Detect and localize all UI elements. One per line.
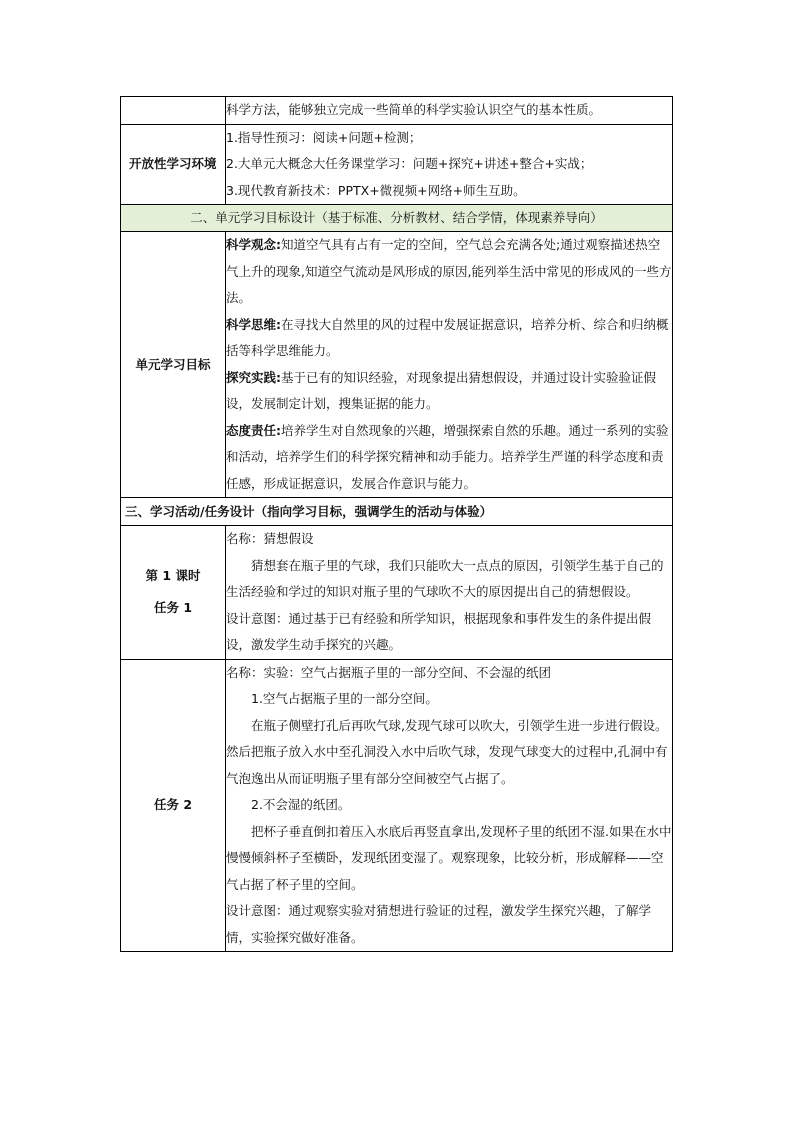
row-method (121, 97, 673, 125)
row-environment (121, 124, 673, 205)
goal-thinking (226, 312, 672, 365)
task-2-subheading-1: 1.空气占据瓶子里的一部分空间。 (251, 691, 438, 706)
env-item-3: 3.现代教育新技术：PPTX+微视频+网络+师生互助。 (226, 182, 526, 198)
lesson-plan-table (120, 96, 673, 952)
goal-thinking-text: 在寻找大自然里的风的过程中发展证据意识，培养分析、综合和归纳概括等科学思维能力。 (226, 316, 669, 358)
method-text: 科学方法，能够独立完成一些简单的科学实验认识空气的基本性质。 (226, 102, 602, 117)
section-3-header (121, 498, 673, 526)
task-1-number: 任务 1 (153, 600, 193, 616)
goal-concept (226, 232, 672, 312)
env-cell (226, 124, 673, 205)
task-1-paragraph: 猜想套在瓶子里的气球，我们只能吹大一点点的原因，引领学生基于自己的生活经验和学过的知识对瓶子里的气球吹不大的原因提出自己的猜想假设。 (226, 557, 664, 599)
env-item-2: 2.大单元大概念大任务课堂学习：问题+探究+讲述+整合+实战； (226, 156, 593, 171)
env-label: 开放性学习环境 (121, 124, 226, 205)
goal-practice (226, 365, 672, 418)
task-2-paragraph-2: 把杯子垂直倒扣着压入水底后再竖直拿出,发现杯子里的纸团不湿.如果在水中慢慢倾斜杯子至横卧，发现纸团变湿了。观察现象，比较分析，形成解释——空气占据了杯子里的空间。 (226, 823, 672, 892)
section-2-header (121, 205, 673, 232)
goal-thinking-head: 科学思维: (226, 316, 281, 332)
goal-practice-text: 基于已有的知识经验，对现象提出猜想假设，并通过设计实验验证假设，发展制定计划，搜集证据的能力。 (226, 369, 657, 411)
task-2-name: 名称：实验：空气占据瓶子里的一部分空间、不会湿的纸团 (226, 664, 552, 680)
task-2-label: 任务 2 (121, 659, 226, 952)
task-2-cell (226, 659, 673, 952)
goal-concept-text: 知道空气具有占有一定的空间，空气总会充满各处;通过观察描述热空气上升的现象,知道空气流动是风形成的原因,能列举生活中常见的形成风的一些方法。 (226, 237, 672, 305)
row-task-1 (121, 526, 673, 660)
task-1-label (121, 526, 226, 660)
task-1-intent: 设计意图：通过基于已有经验和所学知识，根据现象和事件发生的条件提出假设，激发学生动手探究的兴趣。 (226, 610, 652, 652)
goal-attitude (226, 418, 672, 498)
empty-label-cell (121, 97, 226, 125)
row-goals (121, 232, 673, 498)
task-2-paragraph-1: 在瓶子侧壁打孔后再吹气球,发现气球可以吹大，引领学生进一步进行假设。然后把瓶子放入水中至孔洞没入水中后吹气球，发现气球变大的过程中,孔洞中有气泡逸出从而证明瓶子里有部分空间被空气占据了。 (226, 717, 668, 786)
goal-concept-head: 科学观念: (226, 237, 281, 252)
section-3-title: 三、学习活动/任务设计（指向学习目标，强调学生的活动与体验） (121, 498, 673, 526)
task-1-cell (226, 526, 673, 660)
goal-attitude-text: 培养学生对自然现象的兴趣，增强探索自然的乐趣。通过一系列的实验和活动，培养学生们的科学探究精神和动手能力。培养学生严谨的科学态度和责任感，形成证据意识，发展合作意识与能力。 (226, 422, 669, 491)
row-task-2 (121, 659, 673, 952)
goals-cell (226, 232, 673, 498)
section-2-title: 二、单元学习目标设计（基于标准、分析教材、结合学情，体现素养导向） (121, 205, 673, 232)
task-1-lesson: 第 1 课时 (145, 568, 201, 584)
goals-label: 单元学习目标 (121, 232, 226, 498)
task-1-name: 名称：猜想假设 (226, 531, 314, 546)
task-2-intent: 设计意图：通过观察实验对猜想进行验证的过程，激发学生探究兴趣，了解学情，实验探究做好准备。 (226, 903, 652, 945)
goal-practice-head: 探究实践: (226, 369, 281, 385)
goal-attitude-head: 态度责任: (226, 422, 281, 438)
env-item-1: 1.指导性预习：阅读+问题+检测； (226, 129, 422, 145)
method-cell (226, 97, 673, 125)
task-2-subheading-2: 2.不会湿的纸团。 (251, 797, 351, 812)
